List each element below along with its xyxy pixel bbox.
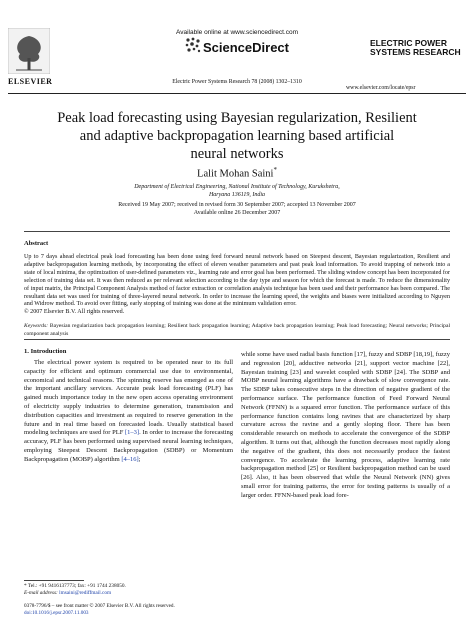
sciencedirect-logo-icon: [185, 37, 201, 53]
intro-text-a: The electrical power system is required to be operated near to its full capacity for efficient and optimum commercial use due to environmental, economical and technical reasons. The spinning reserve has emerged as one of the important ancillary services. Accurate peak load forecasting (PLF) has gained much importance today in the new open access operating environment of electricity supply industries to determine generation, transmission and distribution capacities and investment as required to reserve generation in the future and in real time based on forecasted loads. Usually statistical based modeling techniques are used for PLF: [24, 359, 233, 437]
page-bottom-info: [24, 603, 175, 617]
header-rule: [8, 93, 466, 94]
available-online: Available online at www.sciencedirect.com: [176, 29, 298, 36]
footnote-contact: * Tel.: +91 9416137773; fax: +91 1744 238050.: [24, 583, 126, 589]
affiliation-line-1: Department of Electrical Engineering, National Institute of Technology, Kurukshetra,: [134, 184, 340, 190]
journal-logo-line2: SYSTEMS RESEARCH: [370, 47, 461, 57]
available-date: Available online 26 December 2007: [193, 210, 281, 216]
abstract-top-rule: [24, 231, 450, 232]
keywords-text: Bayesian regularization back propagation learning; Resilient back propagation learning; Adaptive back propagation learning; Peak load forecasting; Neural networks; Principal component analysis: [24, 323, 450, 337]
keywords-label: Keywords:: [24, 323, 49, 329]
abstract-text: Up to 7 days ahead electrical peak load forecasting has been done using feed forward neural network based on Steepest descent, Bayesian regularization, Resilient and adaptive backpropagation learning methods, by incorporating the effect of eleven weather parameters and past peak load information. To avoid trapping of network into a state of local minima, the optimization of user-defined parameters viz., learning rate and error goal has been performed. The sliding window concept has been incorporated for selection of training data set. It was then reduced as per relevant selection according to the day type and season for which the forecast is made. To reduce the dimensionality of input matrix, the Principal Component Analysis method of factor extraction or correlation analysis technique has been used and their performance has been compared. The resultant data set was used for training of three-layered neural network. In order to increase the learning speed, the weights and biases were initialized according to Nguyen and Widrow method. To avoid over fitting, early stopping of training was done at the minimum validation error.: [24, 254, 451, 308]
footnote-rule: [24, 580, 84, 581]
publisher-name: ELSEVIER: [8, 77, 53, 86]
title-line-1: Peak load forecasting using Bayesian regularization, Resilient: [57, 110, 417, 126]
affiliation: [0, 183, 474, 199]
author-name: Lalit Mohan Saini: [197, 168, 274, 180]
right-column: [241, 351, 450, 501]
citation-link[interactable]: [4–16]: [121, 455, 139, 463]
intro-paragraph-continued: while some have used radial basis function [17], fuzzy and SDBP [18,19], fuzzy and regression [20], adductive networks [21], support vector machine [22], Bayesian training [23] and wavelet coupled with SDBP [24]. The SDBP and MOBP neural learning algorithms have a drawback of slow convergence rate. The SDBP takes consecutive steps in the direction of negative gradient of the performance surface. The performance function of Feed Forward Neural Network (FFNN) is a squared error function. The performance surface of this performance function contains long ravines that are characterized by sharp curvature across the ravine and a gently sloping floor. There has been considerable research on methods to accelerate the convergence of the SDBP algorithm. It turns out that, although the function decreases most rapidly along the negative of the gradient, this does not necessarily produce the fastest convergence. To accelerate the learning process, adaptive learning rate backpropagation method [25] or Resilient backpropagation method can be used [26]. Also, it has been observed that while the Neural Network (NN) gives small error for training patterns, the error for testing patterns is usually of a larger order. FFNN-based peak load fore-: [241, 351, 450, 499]
author-footnote: [24, 583, 126, 597]
keywords: [24, 323, 450, 338]
author-footnote-mark[interactable]: *: [273, 166, 277, 174]
citation-link[interactable]: [1–3]: [124, 429, 140, 437]
email-link[interactable]: lmsaini@rediffmail.com: [59, 590, 112, 596]
abstract-copyright: © 2007 Elsevier B.V. All rights reserved.: [24, 309, 125, 316]
author-line: [0, 166, 474, 180]
title-line-2: and adaptive backpropagation learning based artificial: [79, 128, 395, 144]
journal-logo-line1: ELECTRIC POWER: [370, 38, 447, 48]
abstract-body: [24, 254, 450, 317]
email-label: E-mail address:: [24, 590, 58, 596]
journal-reference: Electric Power Systems Research 78 (2008) 1302–1310: [172, 79, 302, 85]
intro-text-c: ;: [138, 455, 141, 463]
intro-paragraph-1: [24, 359, 233, 465]
abstract-bottom-rule: [24, 339, 450, 340]
abstract-heading: Abstract: [24, 240, 49, 247]
journal-logo: [370, 39, 461, 57]
article-title: [20, 109, 454, 163]
footnote-email-line: [24, 590, 126, 597]
affiliation-line-2: Haryana 136119, India: [208, 192, 266, 198]
doi-link[interactable]: doi:10.1016/j.epsr.2007.11.003: [24, 610, 89, 616]
issn-line: 0378-7796/$ – see front matter © 2007 Elsevier B.V. All rights reserved.: [24, 603, 175, 609]
journal-website[interactable]: www.elsevier.com/locate/epsr: [346, 85, 416, 91]
section-heading-introduction: 1. Introduction: [24, 348, 67, 355]
received-dates: Received 19 May 2007; received in revised form 30 September 2007; accepted 13 November 2007: [118, 202, 356, 208]
left-column: [24, 359, 233, 465]
intro-text-b: . In order to increase the forecasting accuracy, PLF has been performed using supervised neural learning techniques, employing Steepest Descent Backpropagation (SDBP) or Momentum Backpropagation (MOBP) algorithm: [24, 429, 233, 463]
dates: [0, 201, 474, 217]
title-line-3: neural networks: [190, 146, 284, 162]
sciencedirect-wordmark: ScienceDirect: [203, 40, 289, 55]
